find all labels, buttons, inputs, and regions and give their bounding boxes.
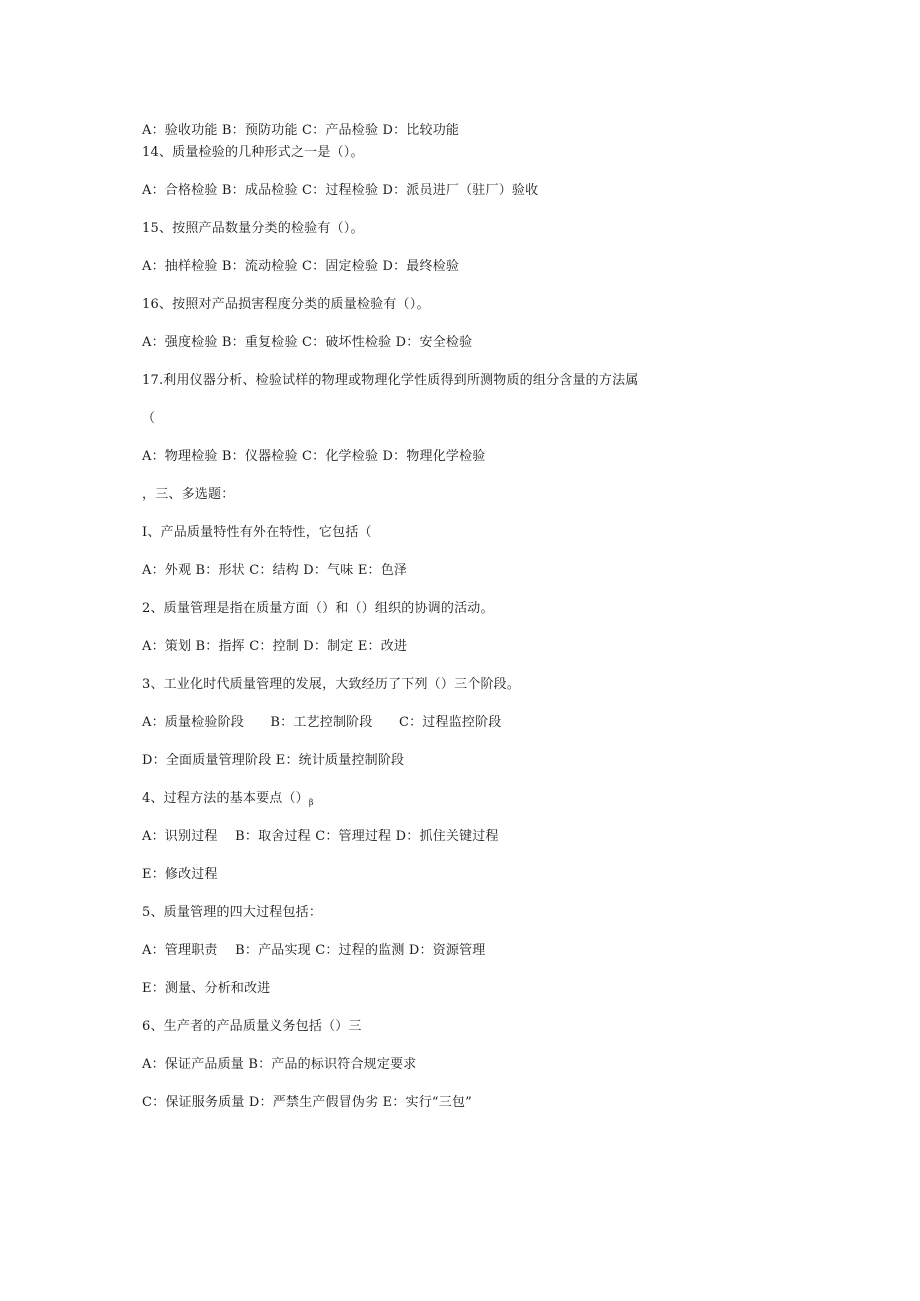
option-line-16: A：强度检验 B：重复检验 C：破坏性检验 D：安全检验 bbox=[142, 335, 473, 350]
multi-question-5: 5、质量管理的四大过程包括： bbox=[142, 905, 323, 920]
multi-question-4-text: 4、过程方法的基本要点（） bbox=[142, 791, 309, 806]
multi-question-6: 6、生产者的产品质量义务包括（）三 bbox=[142, 1019, 362, 1034]
multi-option-line-6b: C：保证服务质量 D：严禁生产假冒伪劣 E：实行“三包” bbox=[142, 1095, 473, 1110]
option-line-14: A：合格检验 B：成品检验 C：过程检验 D：派员进厂（驻厂）验收 bbox=[142, 183, 539, 198]
multi-option-line-5a: A：管理职责 B：产品实现 C：过程的监测 D：资源管理 bbox=[142, 943, 486, 958]
multi-option-line-4a: A：识别过程 B：取舍过程 C：管理过程 D：抓住关键过程 bbox=[142, 829, 499, 844]
question-16: 16、按照对产品损害程度分类的质量检验有（）。 bbox=[142, 297, 430, 312]
multi-question-2: 2、质量管理是指在质量方面（）和（）组织的协调的活动。 bbox=[142, 601, 494, 616]
multi-question-1: I、产品质量特性有外在特性，它包括（ bbox=[142, 525, 372, 540]
multi-question-4-mark: β bbox=[308, 798, 314, 807]
section-heading-multiple-choice: ，三、多选题： bbox=[142, 487, 235, 502]
multi-option-line-1: A：外观 B：形状 C：结构 D：气味 E：色泽 bbox=[142, 563, 408, 578]
multi-option-line-3a: A：质量检验阶段 B：工艺控制阶段 C：过程监控阶段 bbox=[142, 715, 502, 730]
multi-question-4 bbox=[142, 791, 314, 811]
multi-option-line-6a: A：保证产品质量 B：产品的标识符合规定要求 bbox=[142, 1057, 417, 1072]
option-line-17: A：物理检验 B：仪器检验 C：化学检验 D：物理化学检验 bbox=[142, 449, 486, 464]
multi-option-line-3b: D：全面质量管理阶段 E：统计质量控制阶段 bbox=[142, 753, 405, 768]
multi-question-3: 3、工业化时代质量管理的发展，大致经历了下列（）三个阶段。 bbox=[142, 677, 521, 692]
question-17: 17.利用仪器分析、检验试样的物理或物理化学性质得到所测物质的组分含量的方法属 bbox=[142, 373, 639, 388]
multi-option-line-4b: E：修改过程 bbox=[142, 867, 218, 882]
question-15: 15、按照产品数量分类的检验有（）。 bbox=[142, 221, 364, 236]
option-line-13: A：验收功能 B：预防功能 C：产品检验 D：比较功能 bbox=[142, 123, 460, 138]
option-line-15: A：抽样检验 B：流动检验 C：固定检验 D：最终检验 bbox=[142, 259, 460, 274]
question-14: 14、质量检验的几种形式之一是（）。 bbox=[142, 145, 364, 160]
multi-option-line-5b: E：测量、分析和改进 bbox=[142, 981, 271, 996]
multi-option-line-2: A：策划 B：指挥 C：控制 D：制定 E：改进 bbox=[142, 639, 408, 654]
question-17-continuation: （ bbox=[142, 411, 156, 426]
